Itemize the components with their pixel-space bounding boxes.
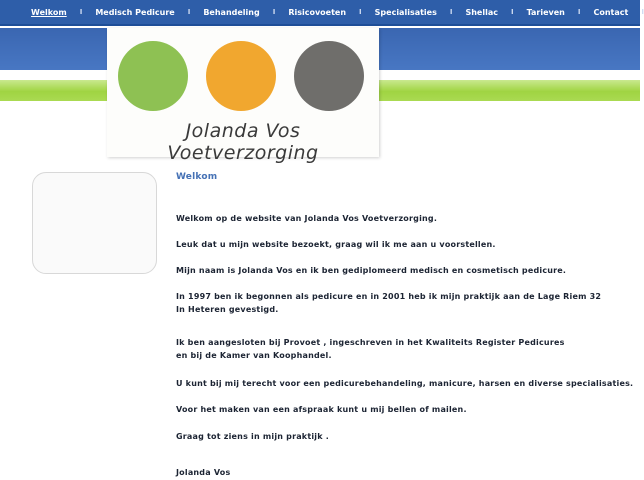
nav-item-behandeling[interactable]: Behandeling [203,7,260,17]
paragraph-line: Leuk dat u mijn website bezoekt, graag wil ik me aan u voorstellen. [176,240,496,249]
nav-separator: I [641,8,644,16]
paragraph-line: Welkom op de website van Jolanda Vos Voetverzorging. [176,214,438,223]
nav-separator: I [272,8,276,16]
paragraph-line: Mijn naam is Jolanda Vos en ik ben gediplomeerd medisch en cosmetisch pedicure. [176,266,567,275]
paragraph-services [176,377,634,390]
nav-separator: I [510,8,514,16]
nav-item-medisch-pedicure[interactable]: Medisch Pedicure [95,7,175,17]
nav-separator: I [577,8,581,16]
main-nav [0,0,644,26]
paragraph-appointment [176,403,634,416]
paragraph-line: en bij de Kamer van Koophandel. [176,351,332,360]
logo-box [107,28,379,164]
paragraph-intro [176,212,634,225]
nav-item-risicovoeten[interactable]: Risicovoeten [288,7,347,17]
nav-item-welkom[interactable]: Welkom [31,7,67,17]
nav-item-shellac[interactable]: Shellac [465,7,498,17]
gray-circle-icon [294,41,364,111]
green-circle-icon [118,41,188,111]
paragraph-greeting [176,238,634,251]
nav-separator: I [187,8,191,16]
paragraph-memberships [176,336,634,362]
logo-title [107,120,379,164]
nav-separator: I [359,8,362,16]
logo-title-subtitle: Voetverzorging [167,142,319,164]
page-title: Welkom [176,172,218,182]
paragraph-line: In 1997 ben ik begonnen als pedicure en in 2001 heb ik mijn praktijk aan de Lage Riem 32 [176,292,602,301]
paragraph-closing [176,430,634,443]
paragraph-signature [176,466,634,479]
paragraph-history [176,290,634,316]
paragraph-line: Ik ben aangesloten bij Provoet , ingeschreven in het Kwaliteits Register Pedicures [176,338,565,347]
paragraph-name [176,264,634,277]
paragraph-line: Jolanda Vos [176,468,231,477]
main-content [176,171,634,479]
orange-circle-icon [206,41,276,111]
paragraph-line: U kunt bij mij terecht voor een pedicurebehandeling, manicure, harsen en diverse specialisaties. [176,379,634,388]
logo-title-name: Jolanda Vos [185,120,301,142]
nav-item-specialisaties[interactable]: Specialisaties [374,7,437,17]
paragraph-line: Graag tot ziens in mijn praktijk . [176,432,329,441]
nav-item-contact[interactable]: Contact [593,7,629,17]
image-placeholder [32,172,157,274]
nav-separator: I [449,8,453,16]
nav-separator: I [79,8,83,16]
paragraph-line: In Heteren gevestigd. [176,305,279,314]
paragraph-line: Voor het maken van een afspraak kunt u mij bellen of mailen. [176,405,467,414]
nav-item-tarieven[interactable]: Tarieven [526,7,565,17]
